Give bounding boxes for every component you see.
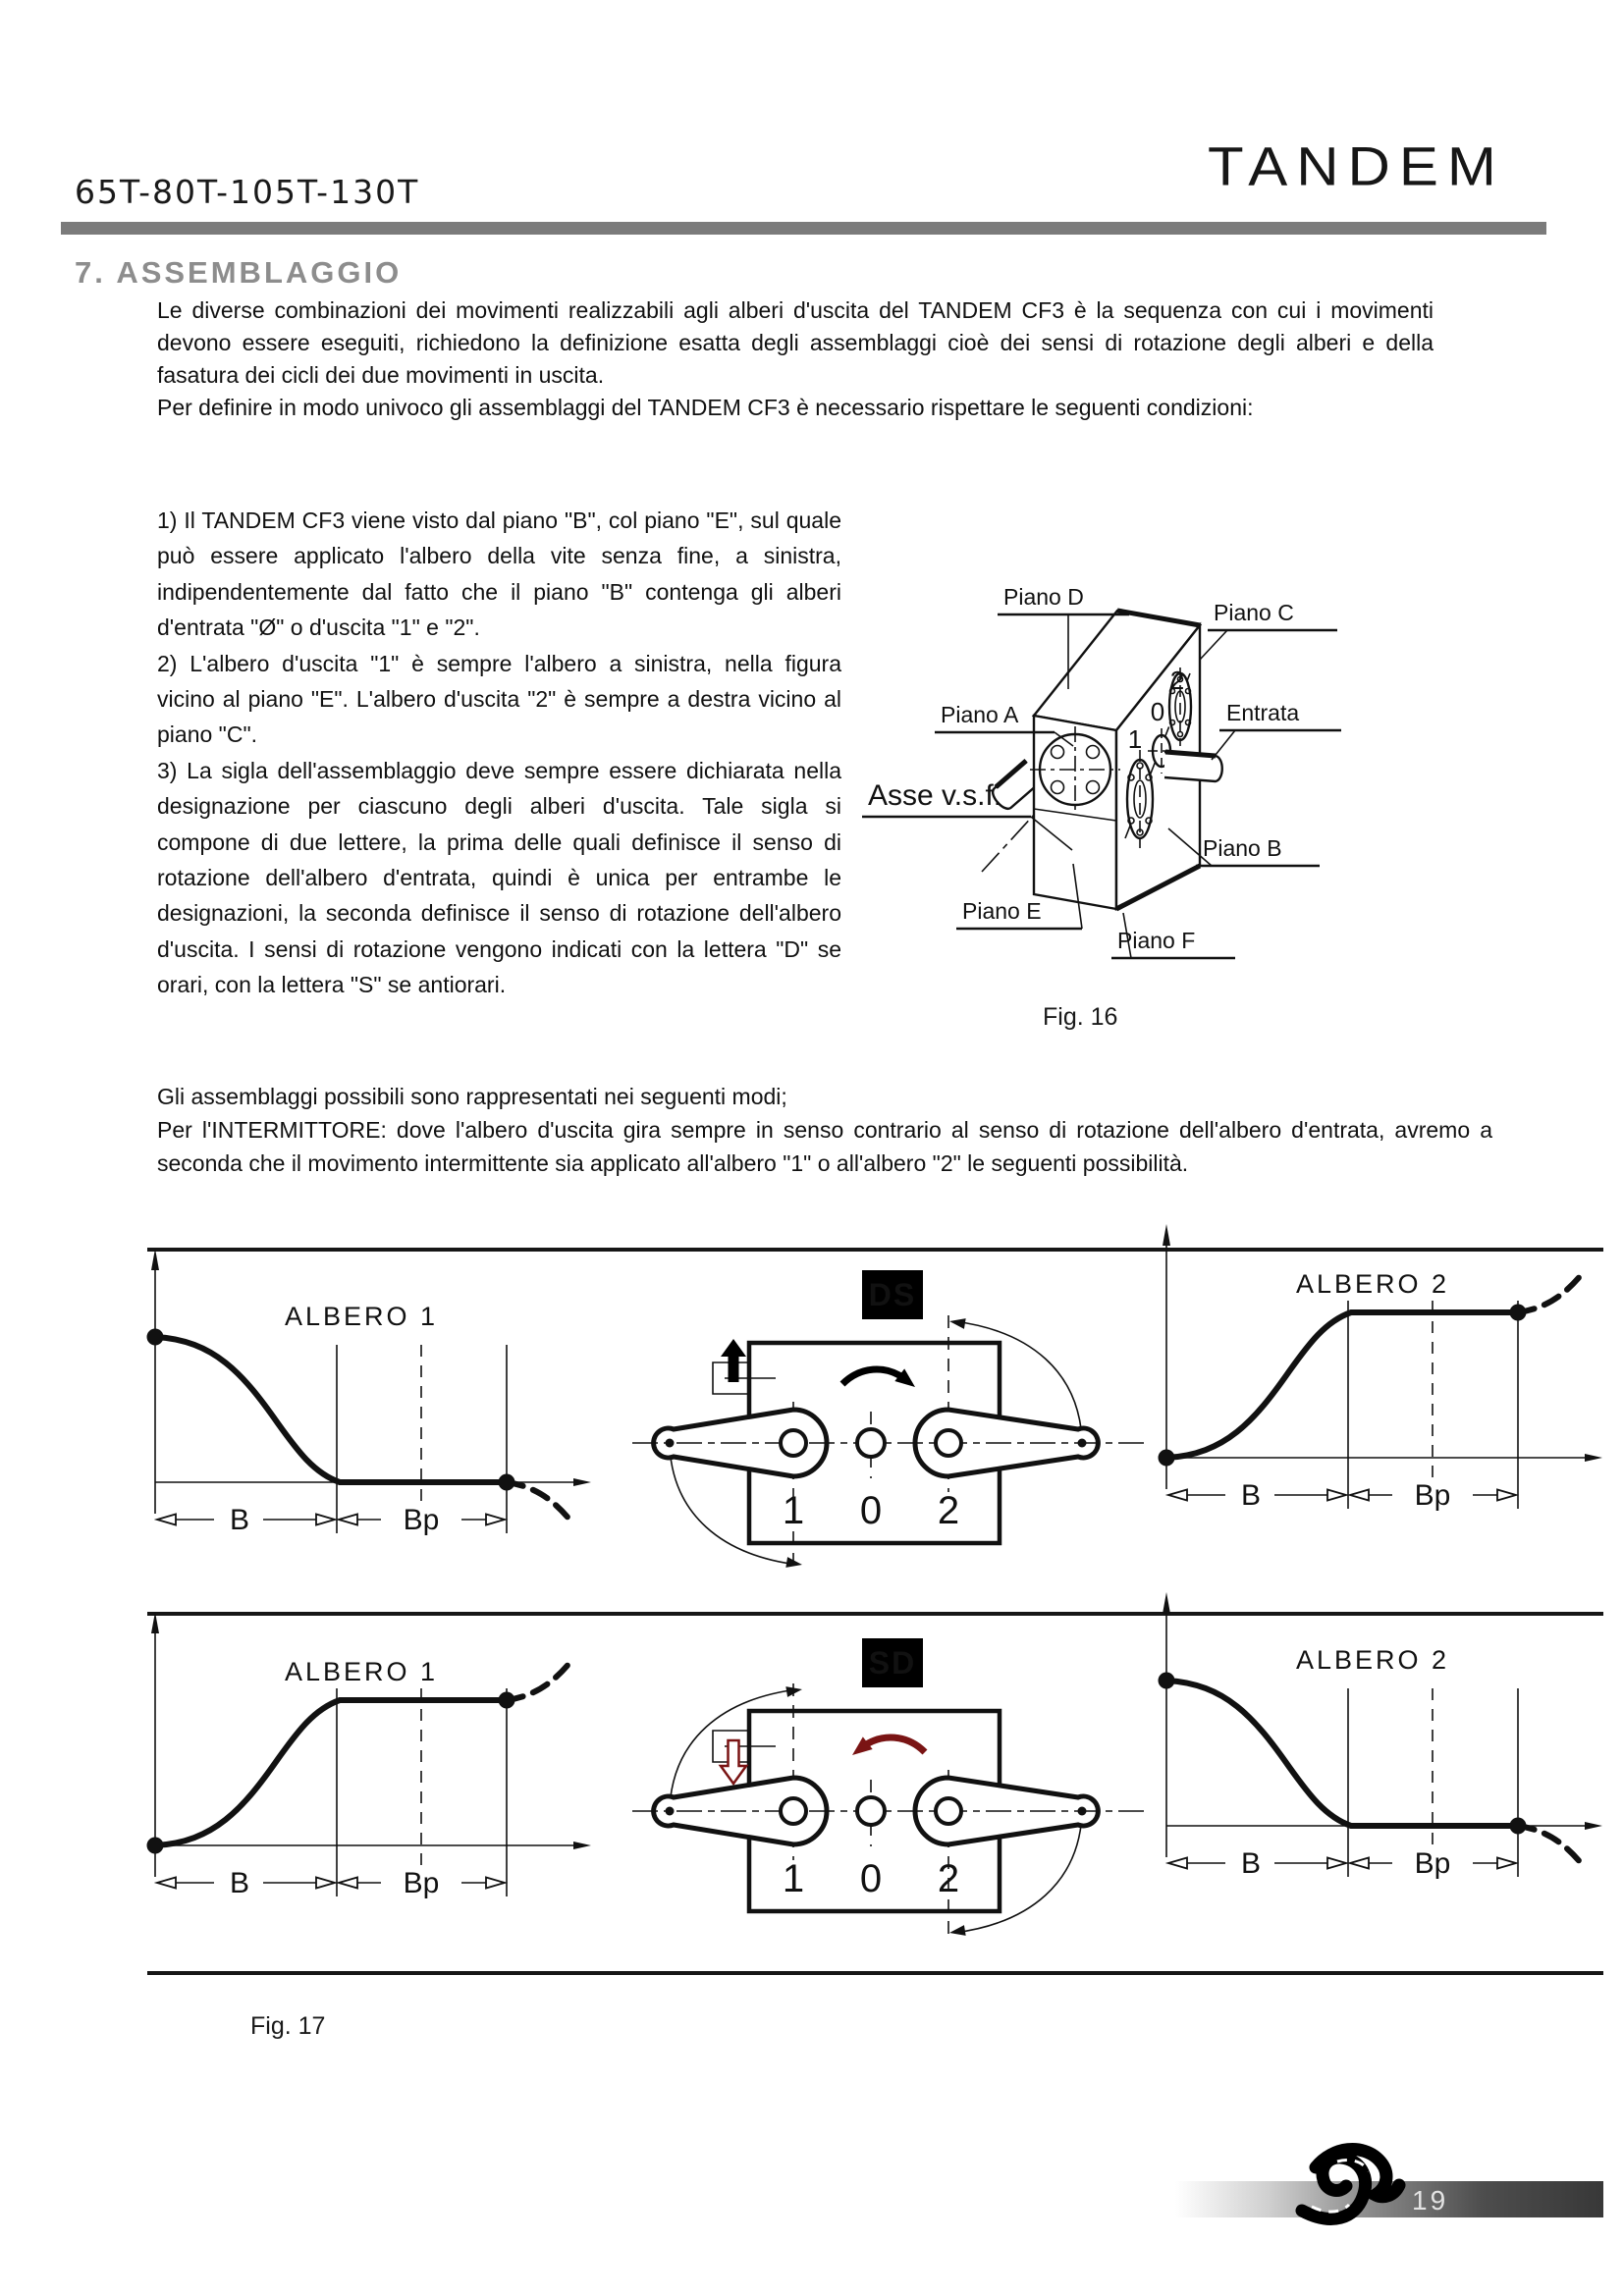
shaft0-number: 0: [859, 1489, 883, 1532]
plot-title: ALBERO 2: [1295, 1645, 1450, 1675]
motion-curve-continuation: [1518, 1274, 1582, 1312]
plot-title: ALBERO 2: [1295, 1269, 1450, 1299]
x-axis-arrow-icon: [573, 1842, 591, 1849]
label-entrata: [1212, 700, 1341, 760]
section-title: 7. ASSEMBLAGGIO: [75, 255, 403, 290]
curve-end-dot: [1510, 1818, 1527, 1835]
conditions-list: [157, 503, 841, 1003]
curve-end-dot: [1510, 1305, 1527, 1321]
condition-item-2: 2) L'albero d'uscita "1" è sempre l'albero a sinistra, nella figura vicino al piano "E". L'albero d'uscita "2" è sempre a destra vicino al piano "C".: [157, 650, 841, 748]
dim-bp-label: Bp: [403, 1867, 440, 1899]
shaft2-number: 2: [937, 1857, 960, 1900]
sd-badge-label: SD: [868, 1645, 917, 1681]
shaft1-number: 1: [782, 1857, 805, 1900]
worm-direction-up-arrow-icon: [721, 1339, 746, 1382]
fig16-isometric-diagram: [835, 542, 1581, 1042]
curve-start-dot: [1159, 1450, 1175, 1467]
intro-text-1: Le diverse combinazioni dei movimenti realizzabili agli alberi d'uscita del TANDEM CF3 è la sequenza con cui i movimenti devono essere eseguiti, richiedono la definizione esatta degli assemblaggi cioè dei sensi di rotazione degli alberi e della fasatura dei cicli dei due movimenti in uscita.: [157, 297, 1434, 388]
x-axis-arrow-icon: [1585, 1454, 1602, 1462]
dimension-line: [157, 1504, 505, 1536]
shaft1-number: 1: [782, 1489, 805, 1532]
ds-mechanism-diagram: [609, 1256, 1159, 1649]
curve-end-dot: [499, 1474, 515, 1491]
motion-curve: [155, 1700, 507, 1845]
fig16-shaft-1-number: 1: [1127, 724, 1143, 754]
shaft0-number: 0: [859, 1857, 883, 1900]
curve-start-dot: [147, 1838, 164, 1854]
header-model-codes: 65T-80T-105T-130T: [75, 173, 420, 211]
x-axis-arrow-icon: [1585, 1822, 1602, 1830]
svg-text:Piano D: Piano D: [1003, 584, 1084, 610]
condition-item-1: 1) Il TANDEM CF3 viene visto dal piano "B", col piano "E", sul quale può essere applicato l'albero della vite senza fine, a sinistra, indipendentemente dal fatto che il piano "B" contenga gli alberi d'entrata "Ø" o d'uscita "1" e "2".: [157, 507, 841, 641]
fig16-shaft-2-number: 2: [1169, 666, 1185, 695]
intro-text-2: Per definire in modo univoco gli assemblaggi del TANDEM CF3 è necessario rispettare le seguenti condizioni:: [157, 395, 1254, 420]
dim-bp-label: Bp: [1414, 1847, 1451, 1880]
motion-curve: [1166, 1312, 1518, 1458]
dimension-line: [1168, 1847, 1516, 1880]
curve-end-dot: [499, 1692, 515, 1709]
fig16-caption: Fig. 16: [1043, 1003, 1118, 1031]
sd-mechanism-diagram: [609, 1625, 1159, 2017]
page-number: 19: [1412, 2185, 1449, 2216]
dim-b-label: B: [229, 1867, 250, 1899]
dim-bp-label: Bp: [1414, 1479, 1451, 1512]
svg-text:Piano B: Piano B: [1203, 835, 1282, 861]
motion-curve-continuation: [507, 1662, 570, 1700]
plot-title: ALBERO 1: [284, 1302, 439, 1331]
svg-text:Entrata: Entrata: [1226, 700, 1300, 725]
svg-text:Piano C: Piano C: [1214, 600, 1294, 625]
x-axis-arrow-icon: [573, 1478, 591, 1486]
dim-b-label: B: [229, 1504, 250, 1536]
svg-text:Piano F: Piano F: [1117, 928, 1196, 953]
intro-paragraph: [157, 294, 1434, 424]
svg-text:Asse v.s.f.: Asse v.s.f.: [868, 779, 1002, 812]
y-axis-arrow-icon: [151, 1612, 159, 1633]
dim-b-label: B: [1240, 1479, 1262, 1512]
label-piano-c: [1200, 600, 1337, 660]
sd-albero2-motion-plot: [1127, 1551, 1618, 1890]
dim-bp-label: Bp: [403, 1504, 440, 1536]
intermittore-paragraph: [157, 1080, 1492, 1180]
middle-text-2: Per l'INTERMITTORE: dove l'albero d'uscita gira sempre in senso contrario al senso di rotazione dell'albero d'entrata, avremo a seconda che il movimento intermittente sia applicato all'albero "1" o all'albero "2" le seguenti possibilità.: [157, 1117, 1492, 1176]
shaft2-number: 2: [937, 1489, 960, 1532]
brand-knot-logo-icon: [1284, 2136, 1406, 2234]
motion-curve: [155, 1337, 507, 1482]
dimension-line: [1168, 1479, 1516, 1512]
y-axis-arrow-icon: [1163, 1592, 1170, 1614]
fig16-shaft-0-number: 0: [1150, 697, 1165, 726]
fig17-caption: Fig. 17: [250, 2012, 326, 2040]
ds-badge-label: DS: [868, 1277, 917, 1312]
dim-b-label: B: [1240, 1847, 1262, 1880]
motion-curve: [1166, 1681, 1518, 1826]
svg-text:Piano E: Piano E: [962, 898, 1042, 924]
curve-start-dot: [147, 1329, 164, 1346]
dimension-line: [157, 1867, 505, 1899]
curve-start-dot: [1159, 1673, 1175, 1689]
y-axis-arrow-icon: [1163, 1224, 1170, 1246]
middle-text-1: Gli assemblaggi possibili sono rappresentati nei seguenti modi;: [157, 1084, 787, 1109]
motion-curve-continuation: [1518, 1826, 1582, 1864]
plot-title: ALBERO 1: [284, 1657, 439, 1686]
motion-curve-continuation: [507, 1482, 570, 1521]
ds-albero1-motion-plot: [116, 1207, 607, 1546]
condition-item-3: 3) La sigla dell'assemblaggio deve sempre essere dichiarata nella designazione per ciascuno degli alberi d'uscita. Tale sigla si compone di due lettere, la prima delle quali definisce il senso di rotazione dell'albero d'entrata, quindi è unica per entrambe le designazioni, la seconda definisce il senso di rotazione dell'albero d'uscita. I sensi di rotazione vengono indicati con la lettera "D" se orari, con la lettera "S" se antiorari.: [157, 757, 841, 998]
ds-albero2-motion-plot: [1127, 1183, 1618, 1522]
sd-albero1-motion-plot: [116, 1571, 607, 1909]
y-axis-arrow-icon: [151, 1249, 159, 1270]
header-rule: [61, 222, 1546, 235]
brand-wordmark: TANDEM: [1208, 135, 1505, 197]
svg-text:Piano A: Piano A: [941, 702, 1019, 727]
label-piano-f: [1111, 913, 1235, 958]
